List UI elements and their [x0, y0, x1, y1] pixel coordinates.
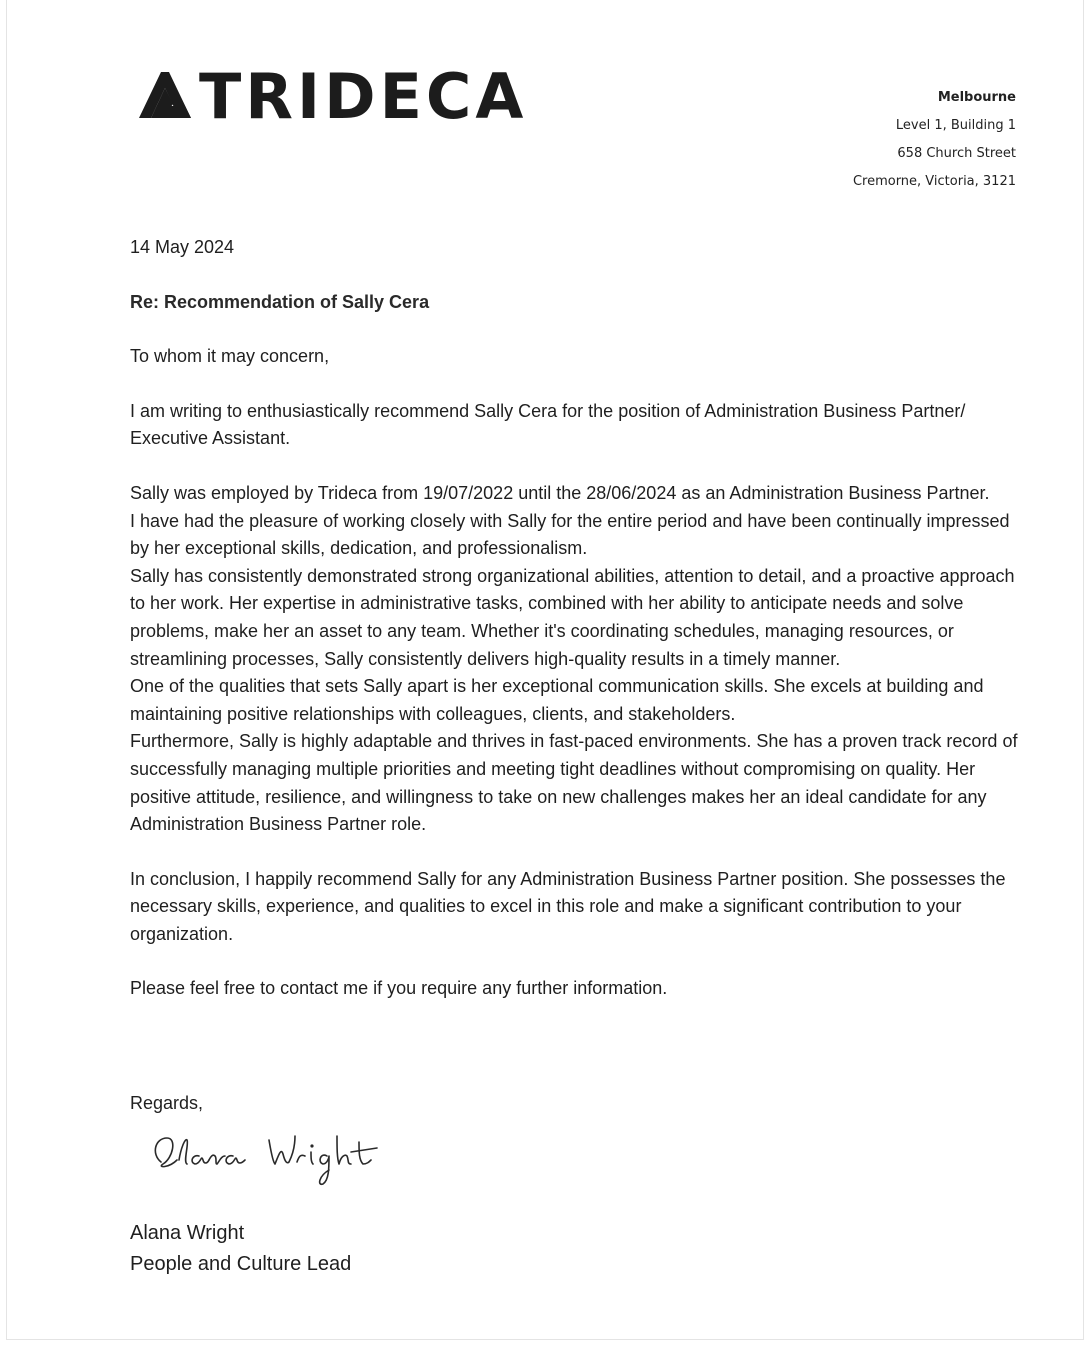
address-city: Melbourne [937, 90, 1016, 105]
paragraph-abilities: Sally has consistently demonstrated strong organizational abilities, attention to detail, and a proactive approach to her work. Her expertise in administrative tasks, combined with her ability to anticipate needs and solve problems, make her an asset to any team. Whether it's coordinating schedules, managing resources, or streamlining processes, Sally consistently delivers high-quality results in a timely manner. [130, 565, 1015, 669]
paragraph-intro: I am writing to enthusiastically recommend Sally Cera for the position of Administration Business Partner/ Executive Assistant. [130, 400, 966, 449]
paragraph-employment: Sally was employed by Trideca from 19/07/2022 until the 28/06/2024 as an Administration Business Partner. [130, 482, 990, 503]
letter-closing: Regards, [130, 1093, 204, 1113]
address-line-1: Level 1, Building 1 [895, 118, 1016, 133]
signer-name: Alana Wright [130, 1222, 245, 1244]
company-address [853, 84, 1016, 196]
letter-salutation: To whom it may concern, [130, 346, 330, 367]
address-line-3: Cremorne, Victoria, 3121 [852, 174, 1016, 189]
paragraph-communication: One of the qualities that sets Sally apart is her exceptional communication skills. She excels at building and maintaining positive relationships with colleagues, clients, and stakeholders. [130, 676, 984, 724]
paragraph-pleasure: I have had the pleasure of working closely with Sally for the entire period and have been continually impressed by her exceptional skills, dedication, and professionalism. [130, 510, 1010, 559]
address-line-2: 658 Church Street [897, 146, 1016, 161]
logo-wordmark: TRIDECA [199, 62, 528, 132]
paragraph-conclusion: In conclusion, I happily recommend Sally for any Administration Business Partner position. She possesses the necessary skills, experience, and qualities to excel in this role and make a significant contribution to your organization. [130, 868, 1006, 944]
letter-date: 14 May 2024 [130, 237, 235, 257]
letter-page [6, 0, 1084, 1340]
logo-mark-icon [139, 72, 191, 118]
paragraph-adaptable: Furthermore, Sally is highly adaptable and thrives in fast-paced environments. She has a proven track record of successfully managing multiple priorities and meeting tight deadlines without compromising on quality. Her positive attitude, resilience, and willingness to take on new challenges makes her an ideal candidate for any Administration Business Partner role. [130, 731, 1018, 835]
company-logo [135, 62, 625, 132]
letter-subject: Re: Recommendation of Sally Cera [130, 291, 430, 312]
handwritten-signature [147, 1124, 407, 1194]
paragraph-contact: Please feel free to contact me if you require any further information. [130, 978, 668, 999]
signer-title: People and Culture Lead [130, 1253, 352, 1275]
signer-block [130, 1218, 351, 1280]
letter-body [130, 234, 1020, 1003]
